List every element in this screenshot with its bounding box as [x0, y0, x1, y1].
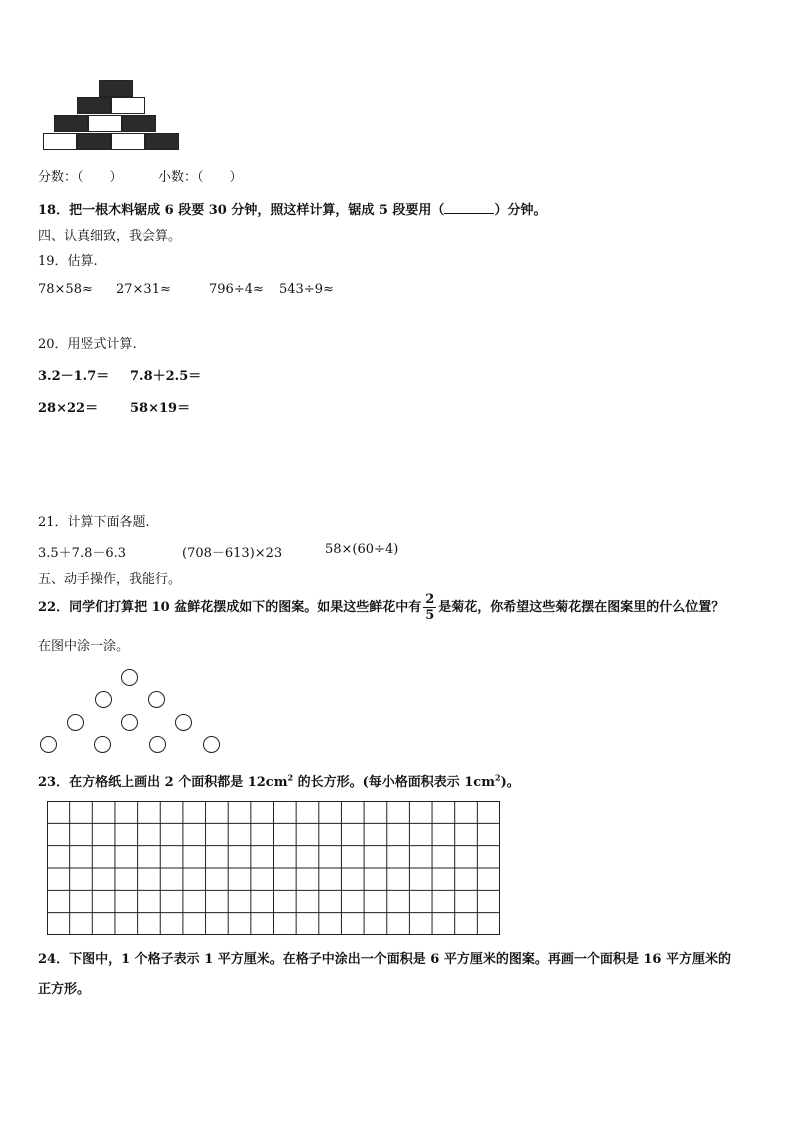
- question-24-line2: 正方形。: [38, 982, 91, 997]
- answer-blank: [444, 202, 494, 214]
- question-20-title: 20．用竖式计算.: [38, 337, 137, 352]
- question-21-title: 21．计算下面各题.: [38, 515, 150, 530]
- fraction-denominator: 5: [425, 608, 435, 623]
- question-22-text-cont: 是菊花，你希望这些菊花摆在图案里的什么位置？: [438, 600, 725, 615]
- estimate-item: 78×58≈: [38, 282, 93, 297]
- brick: [77, 133, 111, 150]
- decimal-answer: 小数：（ ）: [158, 170, 243, 185]
- flower-circle[interactable]: [203, 736, 220, 753]
- question-22-instruction: 在图中涂一涂。: [38, 639, 130, 654]
- brick: [88, 115, 122, 132]
- flower-circle[interactable]: [148, 691, 165, 708]
- fraction-answer: 分数：（ ）: [38, 170, 123, 185]
- estimate-item: 543÷9≈: [279, 282, 334, 297]
- question-19-title: 19．估算.: [38, 254, 98, 269]
- superscript: 2: [494, 772, 501, 783]
- estimate-item: 796÷4≈: [209, 282, 264, 297]
- brick: [43, 133, 77, 150]
- calc-item: (708－613)×23: [182, 546, 283, 561]
- brick: [145, 133, 179, 150]
- question-23-text-end: )。: [500, 775, 520, 790]
- question-18-tail: ）分钟。: [494, 203, 547, 218]
- flower-circle[interactable]: [175, 714, 192, 731]
- flower-circle[interactable]: [121, 669, 138, 686]
- question-18-text: 18．把一根木料锯成 6 段要 30 分钟，照这样计算，锯成 5 段要用（: [38, 203, 445, 218]
- flower-circle[interactable]: [40, 736, 57, 753]
- question-22: [38, 590, 724, 626]
- superscript: 2: [287, 772, 294, 783]
- brick: [99, 80, 133, 97]
- flower-circle[interactable]: [94, 736, 111, 753]
- flower-circle[interactable]: [121, 714, 138, 731]
- estimate-item: 27×31≈: [116, 282, 171, 297]
- brick: [111, 97, 145, 114]
- question-18: [38, 199, 546, 218]
- fraction-numerator: 2: [425, 592, 435, 607]
- brick: [111, 133, 145, 150]
- flower-circle[interactable]: [67, 714, 84, 731]
- brick: [77, 97, 111, 114]
- calc-item: 3.5＋7.8－6.3: [38, 546, 127, 561]
- vertical-calc-item: 7.8＋2.5＝: [130, 369, 202, 384]
- section-4-heading: 四、认真细致，我会算。: [38, 229, 182, 244]
- section-5-heading: 五、动手操作，我能行。: [38, 572, 182, 587]
- flower-circle[interactable]: [95, 691, 112, 708]
- fraction: [423, 593, 436, 622]
- brick: [122, 115, 156, 132]
- question-23-text: 23．在方格纸上画出 2 个面积都是 12cm: [38, 775, 288, 790]
- question-22-text: 22．同学们打算把 10 盆鲜花摆成如下的图案。如果这些鲜花中有: [38, 600, 422, 615]
- question-23: [38, 771, 520, 790]
- question-23-text-cont: 的长方形。(每小格面积表示 1cm: [293, 775, 495, 790]
- vertical-calc-item: 58×19＝: [130, 401, 191, 416]
- vertical-calc-item: 3.2－1.7＝: [38, 369, 110, 384]
- calc-item: 58×(60÷4): [325, 542, 399, 557]
- flower-circle[interactable]: [149, 736, 166, 753]
- square-grid[interactable]: [47, 801, 500, 935]
- vertical-calc-item: 28×22＝: [38, 401, 99, 416]
- brick: [54, 115, 88, 132]
- question-24-line1: 24．下图中，1 个格子表示 1 平方厘米。在格子中涂出一个面积是 6 平方厘米的图案。再画一个面积是 16 平方厘米的: [38, 952, 731, 967]
